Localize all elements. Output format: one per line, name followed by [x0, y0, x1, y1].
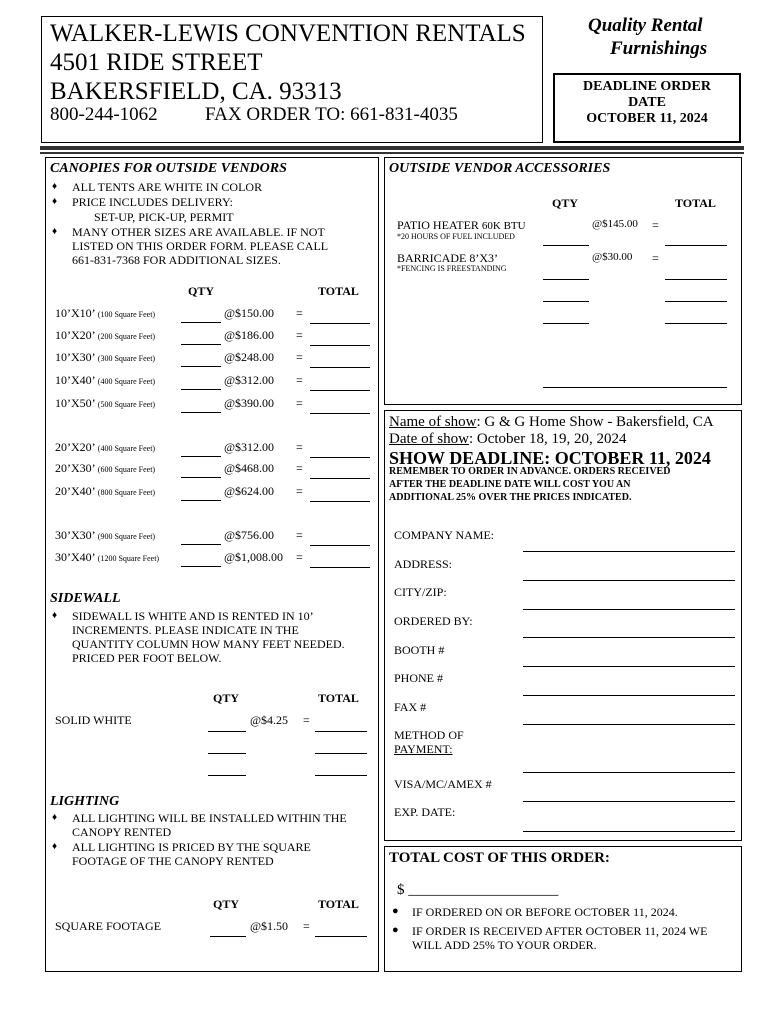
lighting-title: LIGHTING — [50, 794, 120, 809]
address-label: ADDRESS: — [394, 557, 453, 571]
lighting-total-field[interactable] — [315, 936, 367, 937]
canopy-qty-field[interactable] — [181, 500, 221, 501]
canopy-total-field[interactable] — [310, 390, 370, 391]
lighting-text1a: ALL LIGHTING WILL BE INSTALLED WITHIN THE — [72, 811, 347, 825]
canopy-area: (200 Square Feet) — [97, 332, 156, 341]
lighting-equals: = — [303, 919, 310, 933]
canopy-area: (400 Square Feet) — [97, 377, 156, 386]
canopy-size-label — [55, 440, 155, 455]
company-fax: FAX ORDER TO: 661-831-4035 — [205, 104, 458, 125]
accessories-total-header: TOTAL — [675, 196, 716, 210]
bullet-icon: ♦ — [52, 196, 58, 207]
bullet-icon: ♦ — [52, 181, 58, 192]
canopy-total-field[interactable] — [310, 413, 370, 414]
canopy-price: @$756.00 — [224, 528, 275, 542]
canopy-price: @$390.00 — [224, 396, 275, 410]
deadline-line3: OCTOBER 11, 2024 — [586, 111, 708, 126]
lighting-total-header: TOTAL — [318, 897, 359, 911]
canopy-size: 10’X20’ — [55, 328, 95, 342]
barricade-note: *FENCING IS FREESTANDING — [397, 264, 507, 273]
canopy-equals: = — [296, 528, 303, 542]
canopy-area: (500 Square Feet) — [97, 400, 156, 409]
canopy-equals: = — [296, 396, 303, 410]
canopies-title: CANOPIES FOR OUTSIDE VENDORS — [50, 161, 287, 176]
canopy-total-field[interactable] — [310, 567, 370, 568]
canopy-price: @$624.00 — [224, 484, 275, 498]
phone-field[interactable] — [523, 695, 735, 696]
bullet-icon: ● — [392, 924, 399, 936]
canopy-price: @$186.00 — [224, 328, 275, 342]
canopy-price: @$248.00 — [224, 350, 275, 364]
show-name-label: Name of show — [389, 414, 477, 430]
canopy-area: (1200 Square Feet) — [97, 554, 160, 563]
canopy-qty-field[interactable] — [181, 344, 221, 345]
lighting-item-label: SQUARE FOOTAGE — [55, 919, 162, 933]
canopies-qty-header: QTY — [188, 284, 215, 298]
canopies-total-header: TOTAL — [318, 284, 359, 298]
canopy-size-label — [55, 461, 155, 476]
canopy-total-field[interactable] — [310, 501, 370, 502]
card-number-label: VISA/MC/AMEX # — [394, 777, 492, 791]
accessory-qty-field-4[interactable] — [543, 323, 589, 324]
canopy-area: (100 Square Feet) — [97, 310, 156, 319]
canopy-total-field[interactable] — [310, 545, 370, 546]
canopy-size: 10’X40’ — [55, 373, 95, 387]
canopy-equals: = — [296, 484, 303, 498]
address-field[interactable] — [523, 580, 735, 581]
canopies-bullet3c: 661-831-7368 FOR ADDITIONAL SIZES. — [72, 253, 281, 267]
canopy-area: (900 Square Feet) — [97, 532, 156, 541]
sidewall-qty-header: QTY — [213, 691, 240, 705]
tagline-line2: Furnishings — [610, 38, 708, 59]
city-zip-label: CITY/ZIP: — [394, 585, 447, 599]
canopy-equals: = — [296, 306, 303, 320]
sidewall-text3: QUANTITY COLUMN HOW MANY FEET NEEDED. — [72, 637, 345, 651]
total-cost-field[interactable]: $ ____________________ — [397, 882, 559, 898]
show-date-value: : October 18, 19, 20, 2024 — [468, 431, 627, 447]
patio-heater-note: *20 HOURS OF FUEL INCLUDED — [397, 232, 515, 241]
barricade-label: BARRICADE 8’X3’ — [397, 251, 498, 265]
sidewall-total-field-3[interactable] — [315, 775, 367, 776]
accessory-total-field-4[interactable] — [665, 323, 727, 324]
total-note2b: WILL ADD 25% TO YOUR ORDER. — [412, 938, 597, 952]
total-note1: IF ORDERED ON OR BEFORE OCTOBER 11, 2024. — [412, 905, 678, 919]
canopy-equals: = — [296, 350, 303, 364]
sidewall-text2: INCREMENTS. PLEASE INDICATE IN THE — [72, 623, 299, 637]
barricade-qty-field[interactable] — [543, 279, 589, 280]
canopy-size-label — [55, 373, 155, 388]
sidewall-equals: = — [303, 713, 310, 727]
company-street: 4501 RIDE STREET — [50, 49, 263, 76]
canopy-size: 20’X20’ — [55, 440, 95, 454]
show-name-value: : G & G Home Show - Bakersfield, CA — [476, 414, 714, 430]
patio-heater-total-field[interactable] — [665, 245, 727, 246]
show-date — [389, 431, 626, 448]
canopies-bullet1: ALL TENTS ARE WHITE IN COLOR — [72, 180, 263, 194]
canopy-size-label — [55, 328, 155, 343]
city-zip-field[interactable] — [523, 609, 735, 610]
canopy-area: (400 Square Feet) — [97, 444, 156, 453]
canopies-bullet2b: SET-UP, PICK-UP, PERMIT — [94, 210, 234, 224]
company-name-label: COMPANY NAME: — [394, 528, 495, 542]
sidewall-qty-field-1[interactable] — [208, 731, 246, 732]
fax-label: FAX # — [394, 700, 427, 714]
bullet-icon: ♦ — [52, 226, 58, 237]
payment-method-label2: PAYMENT: — [394, 742, 453, 756]
patio-heater-equals: = — [652, 218, 659, 232]
exp-date-label: EXP. DATE: — [394, 805, 456, 819]
total-cost-title: TOTAL COST OF THIS ORDER: — [389, 850, 610, 866]
canopy-size-label — [55, 396, 155, 411]
ordered-by-label: ORDERED BY: — [394, 614, 473, 628]
canopy-qty-field[interactable] — [181, 366, 221, 367]
show-deadline: SHOW DEADLINE: OCTOBER 11, 2024 — [389, 448, 711, 468]
sidewall-text4: PRICED PER FOOT BELOW. — [72, 651, 222, 665]
canopy-price: @$312.00 — [224, 373, 275, 387]
canopy-total-field[interactable] — [310, 478, 370, 479]
canopy-size-label — [55, 306, 155, 321]
canopy-total-field[interactable] — [310, 367, 370, 368]
canopy-qty-field[interactable] — [181, 412, 221, 413]
company-name-field[interactable] — [523, 551, 735, 552]
phone-label: PHONE # — [394, 671, 444, 685]
accessories-panel — [384, 157, 742, 405]
canopy-qty-field[interactable] — [181, 456, 221, 457]
bullet-icon: ♦ — [52, 841, 58, 852]
booth-field[interactable] — [523, 666, 735, 667]
lighting-qty-header: QTY — [213, 897, 240, 911]
show-name — [389, 414, 714, 431]
canopies-bullet2a: PRICE INCLUDES DELIVERY: — [72, 195, 233, 209]
canopy-area: (800 Square Feet) — [97, 488, 156, 497]
canopy-qty-field[interactable] — [181, 566, 221, 567]
canopy-area: (300 Square Feet) — [97, 354, 156, 363]
canopy-size-label — [55, 550, 159, 565]
canopy-size: 10’X50’ — [55, 396, 95, 410]
patio-heater-name: PATIO HEATER — [397, 218, 479, 232]
ordered-by-field[interactable] — [523, 637, 735, 638]
barricade-price: @$30.00 — [592, 251, 633, 263]
bullet-icon: ● — [392, 905, 399, 917]
show-warning-line2: AFTER THE DEADLINE DATE WILL COST YOU AN — [389, 479, 631, 490]
tagline-line1: Quality Rental — [588, 15, 703, 36]
barricade-equals: = — [652, 251, 659, 265]
canopy-qty-field[interactable] — [181, 389, 221, 390]
sidewall-text1: SIDEWALL IS WHITE AND IS RENTED IN 10’ — [72, 609, 314, 623]
sidewall-qty-field-2[interactable] — [208, 753, 246, 754]
canopy-price: @$312.00 — [224, 440, 275, 454]
canopy-qty-field[interactable] — [181, 544, 221, 545]
company-name: WALKER-LEWIS CONVENTION RENTALS — [50, 20, 526, 47]
patio-heater-label — [397, 218, 526, 233]
exp-date-field[interactable] — [523, 831, 735, 832]
total-note2a: IF ORDER IS RECEIVED AFTER OCTOBER 11, 2024 WE — [412, 924, 708, 938]
sidewall-title: SIDEWALL — [50, 591, 121, 606]
patio-heater-qty-field[interactable] — [543, 245, 589, 246]
payment-method-field[interactable] — [523, 772, 735, 773]
canopy-total-field[interactable] — [310, 457, 370, 458]
canopies-bullet3b: LISTED ON THIS ORDER FORM. PLEASE CALL — [72, 239, 329, 253]
patio-heater-btu: 60K BTU — [481, 220, 526, 232]
canopy-equals: = — [296, 373, 303, 387]
card-number-field[interactable] — [523, 801, 735, 802]
accessories-qty-header: QTY — [552, 196, 579, 210]
canopy-price: @$1,008.00 — [224, 550, 284, 564]
canopy-area: (600 Square Feet) — [97, 465, 156, 474]
canopies-bullet3a: MANY OTHER SIZES ARE AVAILABLE. IF NOT — [72, 225, 325, 239]
canopy-size: 30’X40’ — [55, 550, 95, 564]
show-warning-line3: ADDITIONAL 25% OVER THE PRICES INDICATED. — [389, 492, 632, 503]
booth-label: BOOTH # — [394, 643, 445, 657]
lighting-qty-field[interactable] — [210, 936, 246, 937]
accessories-grand-total-field[interactable] — [543, 387, 727, 388]
canopy-total-field[interactable] — [310, 345, 370, 346]
deadline-line2: DATE — [628, 95, 666, 110]
canopy-equals: = — [296, 440, 303, 454]
accessory-total-field-3[interactable] — [665, 301, 727, 302]
company-city: BAKERSFIELD, CA. 93313 — [50, 78, 342, 105]
canopy-price: @$468.00 — [224, 461, 275, 475]
sidewall-price: @$4.25 — [250, 713, 289, 727]
accessory-qty-field-3[interactable] — [543, 301, 589, 302]
canopy-size-label — [55, 484, 155, 499]
lighting-price: @$1.50 — [250, 919, 289, 933]
canopy-equals: = — [296, 328, 303, 342]
accessories-title: OUTSIDE VENDOR ACCESSORIES — [389, 161, 611, 176]
canopy-size: 10’X30’ — [55, 350, 95, 364]
canopy-price: @$150.00 — [224, 306, 275, 320]
deadline-line1: DEADLINE ORDER — [583, 79, 711, 94]
header-divider-thin — [40, 152, 744, 154]
canopy-equals: = — [296, 461, 303, 475]
company-phone: 800-244-1062 — [50, 104, 158, 125]
sidewall-total-field-2[interactable] — [315, 753, 367, 754]
bullet-icon: ♦ — [52, 812, 58, 823]
bullet-icon: ♦ — [52, 610, 58, 621]
canopy-total-field[interactable] — [310, 323, 370, 324]
sidewall-item-label: SOLID WHITE — [55, 713, 132, 727]
sidewall-qty-field-3[interactable] — [208, 775, 246, 776]
canopy-size: 10’X10’ — [55, 306, 95, 320]
lighting-text2a: ALL LIGHTING IS PRICED BY THE SQUARE — [72, 840, 311, 854]
canopy-qty-field[interactable] — [181, 322, 221, 323]
sidewall-total-header: TOTAL — [318, 691, 359, 705]
barricade-total-field[interactable] — [665, 279, 727, 280]
canopy-size-label — [55, 350, 155, 365]
canopy-equals: = — [296, 550, 303, 564]
sidewall-total-field-1[interactable] — [315, 731, 367, 732]
lighting-text2b: FOOTAGE OF THE CANOPY RENTED — [72, 854, 274, 868]
show-warning-line1: REMEMBER TO ORDER IN ADVANCE. ORDERS RECEIVED — [389, 466, 671, 477]
canopy-size: 30’X30’ — [55, 528, 95, 542]
lighting-text1b: CANOPY RENTED — [72, 825, 172, 839]
payment-method-label1: METHOD OF — [394, 728, 464, 742]
fax-field[interactable] — [523, 724, 735, 725]
patio-heater-price: @$145.00 — [592, 218, 638, 230]
header-divider-thick — [40, 146, 744, 150]
canopy-size: 20’X30’ — [55, 461, 95, 475]
show-date-label: Date of show — [389, 431, 469, 447]
canopy-qty-field[interactable] — [181, 477, 221, 478]
canopy-size: 20’X40’ — [55, 484, 95, 498]
canopy-size-label — [55, 528, 155, 543]
